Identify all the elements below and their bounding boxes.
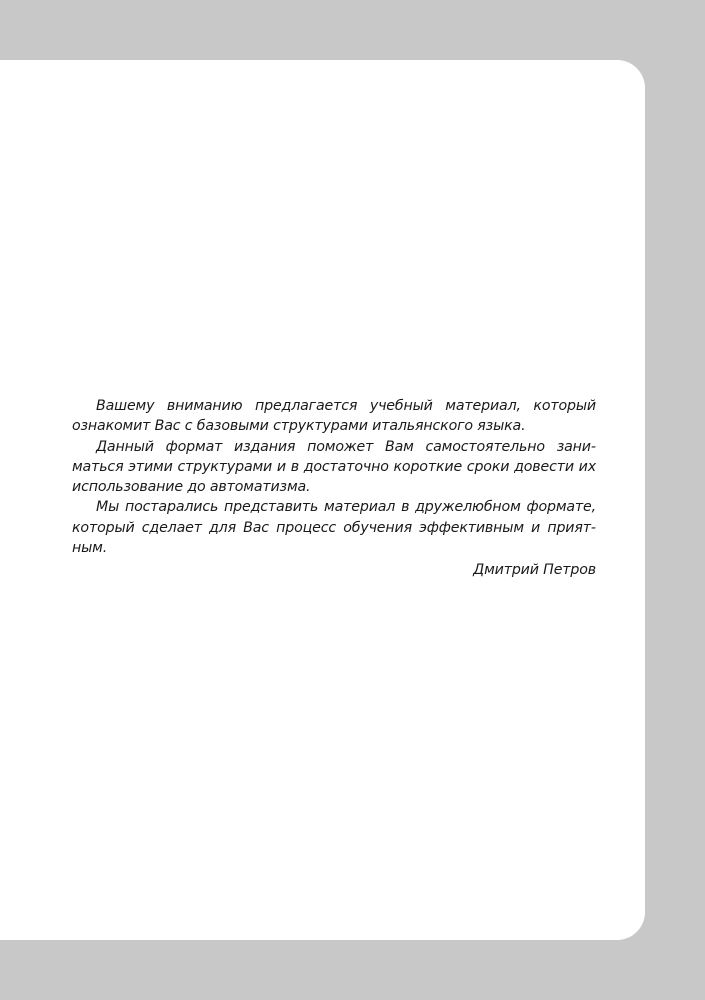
foreword-paragraph-2: Данный формат издания поможет Вам самостоятельно заниматься этими структурами и в достаточно короткие сроки довести их использование до автоматизма.: [72, 438, 596, 496]
foreword-paragraph-3: Мы постарались представить материал в дружелюбном формате, который сделает для Вас процесс обучения эффективным и приятным.: [72, 499, 596, 557]
page-sheet: [0, 60, 645, 940]
foreword-paragraph-1: Вашему вниманию предлагается учебный материал, который ознакомит Вас с базовыми структурами итальянского языка.: [72, 398, 596, 435]
author-signature: Дмитрий Петров: [473, 562, 596, 579]
foreword-text: [72, 396, 596, 581]
